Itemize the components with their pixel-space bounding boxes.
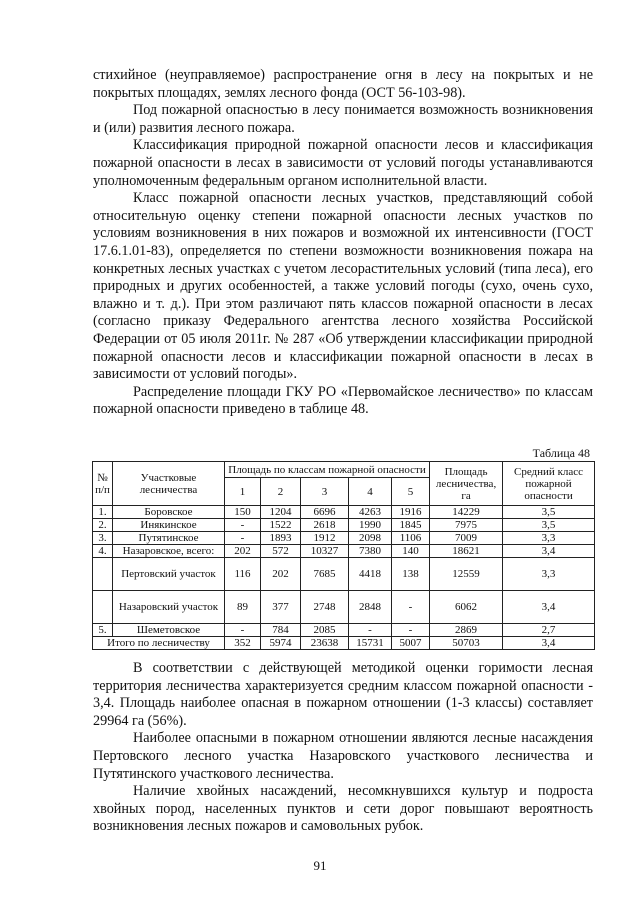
cell-num xyxy=(93,558,113,591)
cell-class-1: 202 xyxy=(225,545,261,558)
total-avg: 3,4 xyxy=(503,637,595,650)
text-block-top xyxy=(93,67,593,419)
cell-class-4: 1990 xyxy=(349,519,392,532)
cell-total: 7975 xyxy=(430,519,503,532)
cell-class-4: - xyxy=(349,624,392,637)
cell-class-5: - xyxy=(392,624,430,637)
text-block-bottom xyxy=(93,660,593,836)
total-class-1: 352 xyxy=(225,637,261,650)
cell-class-3: 2085 xyxy=(301,624,349,637)
cell-avg: 3,5 xyxy=(503,519,595,532)
cell-class-5: 138 xyxy=(392,558,430,591)
header-name: Участковые лесничества xyxy=(113,462,225,506)
total-class-4: 15731 xyxy=(349,637,392,650)
table-total-row xyxy=(93,637,595,650)
header-class-4: 4 xyxy=(349,478,392,506)
paragraph-4: Класс пожарной опасности лесных участков, представляющий собой относительную оценку степени пожарной опасности лесных участков по условиям возникновения в них пожаров и возможной их интенсивности (ГОСТ 17.6.1.01-83), определяется по степени возможности возникновения пожара на конкретных лесных участках с учетом лесорастительных условий (типа леса), его природных и других особенностей, а также условий погоды (сухо, очень сухо, влажно и т. д.). При этом различают пять классов пожарной опасности в лесах (согласно приказу Федерального агентства лесного хозяйства Российской Федерации от 05 июля 2011г. № 287 «Об утверждении классификации природной пожарной опасности лесов и классификации пожарной опасности в лесах в зависимости от условий погоды». xyxy=(93,190,593,383)
table-row xyxy=(93,591,595,624)
cell-class-2: 202 xyxy=(261,558,301,591)
header-class-5: 5 xyxy=(392,478,430,506)
cell-class-3: 6696 xyxy=(301,506,349,519)
cell-total: 2869 xyxy=(430,624,503,637)
cell-class-2: 784 xyxy=(261,624,301,637)
cell-class-1: - xyxy=(225,624,261,637)
cell-avg: 3,4 xyxy=(503,545,595,558)
cell-num xyxy=(93,591,113,624)
cell-class-1: 89 xyxy=(225,591,261,624)
cell-num: 5. xyxy=(93,624,113,637)
cell-class-4: 2848 xyxy=(349,591,392,624)
table-row xyxy=(93,624,595,637)
cell-class-4: 4263 xyxy=(349,506,392,519)
cell-total: 12559 xyxy=(430,558,503,591)
cell-num: 2. xyxy=(93,519,113,532)
cell-total: 18621 xyxy=(430,545,503,558)
cell-class-3: 7685 xyxy=(301,558,349,591)
header-class-3: 3 xyxy=(301,478,349,506)
cell-class-2: 1204 xyxy=(261,506,301,519)
total-label: Итого по лесничеству xyxy=(93,637,225,650)
cell-name: Назаровский участок xyxy=(113,591,225,624)
header-class-1: 1 xyxy=(225,478,261,506)
cell-class-4: 2098 xyxy=(349,532,392,545)
cell-class-3: 1912 xyxy=(301,532,349,545)
cell-avg: 3,5 xyxy=(503,506,595,519)
total-area: 50703 xyxy=(430,637,503,650)
cell-class-1: 150 xyxy=(225,506,261,519)
paragraph-5: Распределение площади ГКУ РО «Первомайское лесничество» по классам пожарной опасности приведено в таблице 48. xyxy=(93,383,593,418)
cell-avg: 3,3 xyxy=(503,532,595,545)
cell-class-3: 2618 xyxy=(301,519,349,532)
total-class-5: 5007 xyxy=(392,637,430,650)
table-row xyxy=(93,532,595,545)
paragraph-7: Наиболее опасными в пожарном отношении являются лесные насаждения Пертовского лесного участка Назаровского участкового лесничества и Путятинского участкового лесничества. xyxy=(93,730,593,782)
cell-num: 1. xyxy=(93,506,113,519)
cell-name: Путятинское xyxy=(113,532,225,545)
total-class-3: 23638 xyxy=(301,637,349,650)
header-num: № п/п xyxy=(93,462,113,506)
cell-name: Пертовский участок xyxy=(113,558,225,591)
cell-class-3: 2748 xyxy=(301,591,349,624)
cell-name: Боровское xyxy=(113,506,225,519)
table-row xyxy=(93,558,595,591)
cell-total: 6062 xyxy=(430,591,503,624)
cell-class-2: 1893 xyxy=(261,532,301,545)
fire-danger-table xyxy=(92,461,595,650)
cell-class-5: 1845 xyxy=(392,519,430,532)
header-class-2: 2 xyxy=(261,478,301,506)
cell-class-2: 572 xyxy=(261,545,301,558)
paragraph-3: Классификация природной пожарной опасности лесов и классификация пожарной опасности в лесах в зависимости от условий погоды устанавливаются уполномоченным федеральным органом исполнительной власти. xyxy=(93,137,593,189)
cell-class-4: 4418 xyxy=(349,558,392,591)
cell-class-5: 1916 xyxy=(392,506,430,519)
cell-class-5: - xyxy=(392,591,430,624)
cell-class-1: - xyxy=(225,532,261,545)
cell-num: 3. xyxy=(93,532,113,545)
cell-total: 7009 xyxy=(430,532,503,545)
total-class-2: 5974 xyxy=(261,637,301,650)
table-row xyxy=(93,545,595,558)
cell-name: Назаровское, всего: xyxy=(113,545,225,558)
header-total-area: Площадь лесничества, га xyxy=(430,462,503,506)
cell-avg: 3,3 xyxy=(503,558,595,591)
cell-class-4: 7380 xyxy=(349,545,392,558)
cell-class-3: 10327 xyxy=(301,545,349,558)
cell-name: Шеметовское xyxy=(113,624,225,637)
cell-class-5: 1106 xyxy=(392,532,430,545)
cell-class-1: - xyxy=(225,519,261,532)
cell-class-2: 377 xyxy=(261,591,301,624)
cell-name: Инякинское xyxy=(113,519,225,532)
cell-avg: 3,4 xyxy=(503,591,595,624)
paragraph-2: Под пожарной опасностью в лесу понимается возможность возникновения и (или) развития лесного пожара. xyxy=(93,102,593,136)
paragraph-1: стихийное (неуправляемое) распространение огня в лесу на покрытых и не покрытых площадях, землях лесного фонда (ОСТ 56-103-98). xyxy=(93,67,593,101)
cell-class-2: 1522 xyxy=(261,519,301,532)
header-area-by-class: Площадь по классам пожарной опасности xyxy=(225,462,430,478)
table-caption: Таблица 48 xyxy=(532,446,590,460)
table-row xyxy=(93,506,595,519)
paragraph-6: В соответствии с действующей методикой оценки горимости лесная территория лесничества характеризуется средним классом пожарной опасности - 3,4. Площадь наиболее опасная в пожарном отношении (1-3 классы) составляет 29964 га (56%). xyxy=(93,660,593,729)
cell-num: 4. xyxy=(93,545,113,558)
cell-avg: 2,7 xyxy=(503,624,595,637)
cell-class-5: 140 xyxy=(392,545,430,558)
cell-class-1: 116 xyxy=(225,558,261,591)
header-avg-class: Средний класс пожарной опасности xyxy=(503,462,595,506)
paragraph-8: Наличие хвойных насаждений, несомкнувшихся культур и подроста хвойных пород, населенных пунктов и сети дорог повышают вероятность возникновения лесных пожаров и самовольных рубок. xyxy=(93,783,593,835)
table-row xyxy=(93,519,595,532)
cell-total: 14229 xyxy=(430,506,503,519)
page-number: 91 xyxy=(313,858,327,873)
